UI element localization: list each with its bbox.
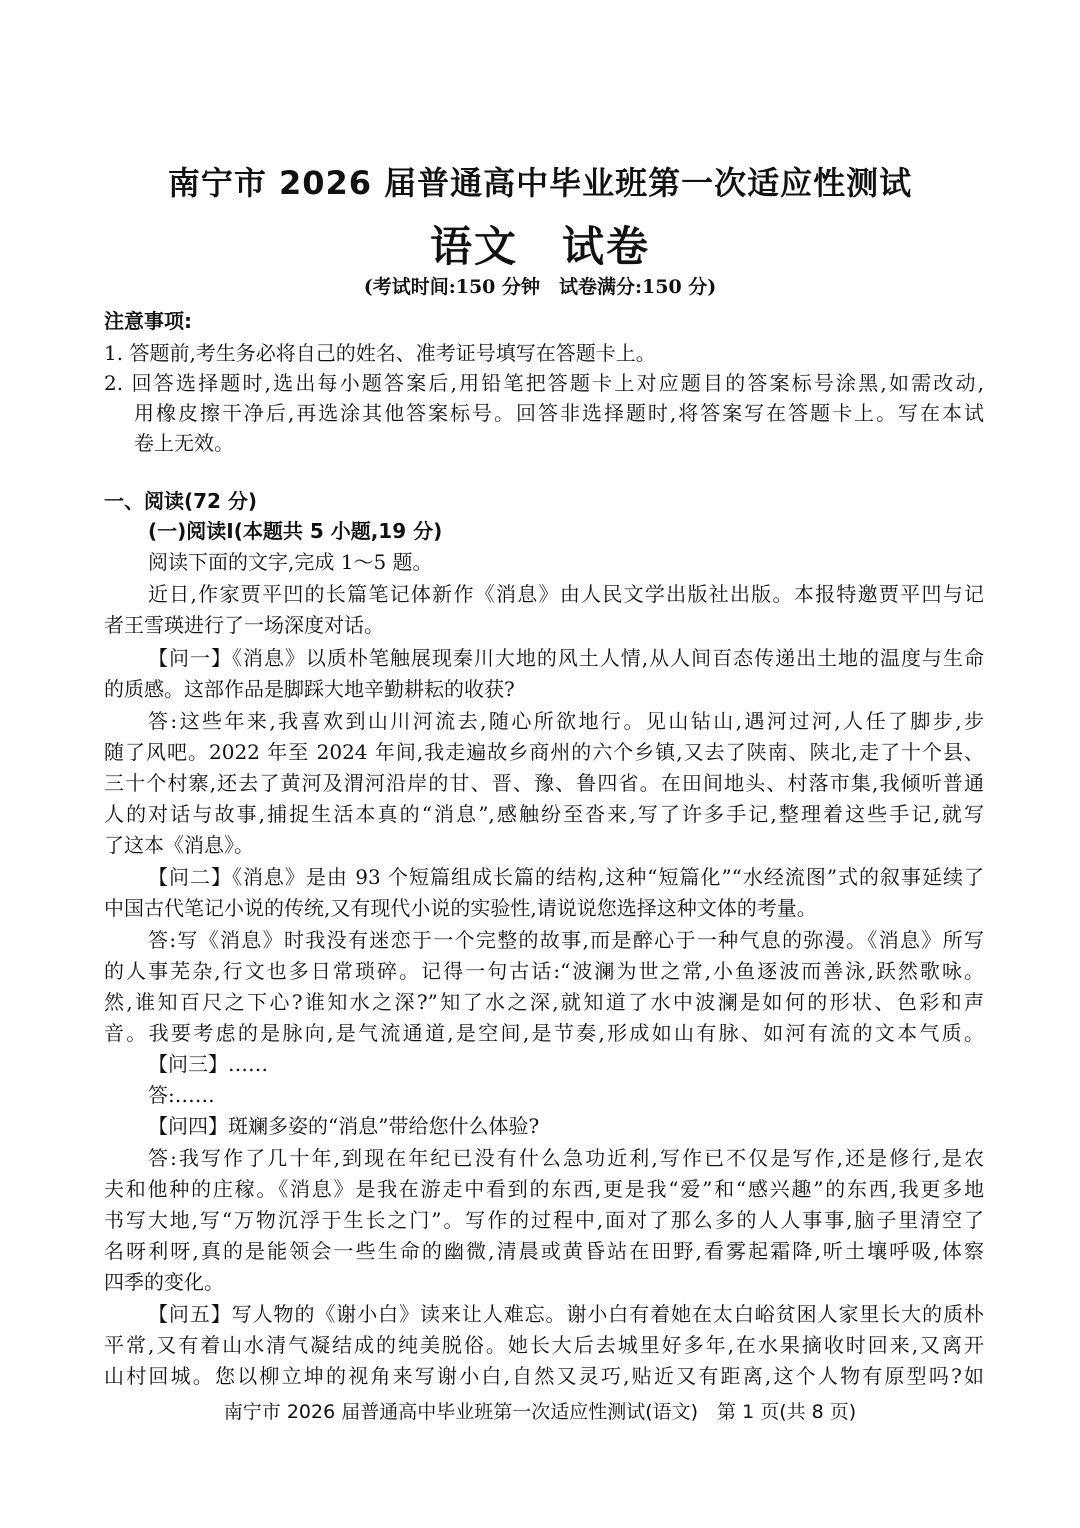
section-heading: 一、阅读(72 分) — [104, 489, 258, 513]
question-1-line-1: 【问一】《消息》以质朴笔触展现秦川大地的风土人情,从人间百态传递出土地的温度与生命 — [148, 646, 984, 670]
answer-2-line-2: 的人事芜杂,行文也多日常琐碎。记得一句古话:“波澜为世之常,小鱼逐波而善泳,跃然歌咏。 — [104, 959, 984, 983]
answer-1-line-3: 三十个村寨,还去了黄河及渭河沿岸的甘、晋、豫、鲁四省。在田间地头、村落市集,我倾听普通 — [104, 771, 984, 795]
question-2-line-1: 【问二】《消息》是由 93 个短篇组成长篇的结构,这种“短篇化”“水经流图”式的叙事延续了 — [148, 865, 984, 889]
instruction: 阅读下面的文字,完成 1～5 题。 — [148, 550, 433, 574]
answer-3: 答:…… — [148, 1083, 215, 1107]
notes-item-2-line-2: 用橡皮擦干净后,再选涂其他答案标号。回答非选择题时,将答案写在答题卡上。写在本试 — [134, 401, 984, 425]
question-5-line-3: 山村回城。您以柳立坤的视角来写谢小白,自然又灵巧,贴近又有距离,这个人物有原型吗?如 — [104, 1364, 984, 1388]
question-4: 【问四】斑斓多姿的“消息”带给您什么体验? — [148, 1114, 540, 1138]
answer-1-line-2: 随了风吧。2022 年至 2024 年间,我走遍故乡商州的六个乡镇,又去了陕南、陕北,走了十个县、 — [104, 740, 984, 764]
answer-4-line-3: 书写大地,写“万物沉浮于生长之门”。写作的过程中,面对了那么多的人人事事,脑子里清空了 — [104, 1208, 984, 1232]
answer-4-line-2: 夫和他种的庄稼。《消息》是我在游走中看到的东西,更是我“爱”和“感兴趣”的东西,我更多地 — [104, 1177, 984, 1201]
answer-4-line-5: 四季的变化。 — [104, 1270, 224, 1294]
answer-4-line-4: 名呀利呀,真的是能领会一些生命的幽微,清晨或黄昏站在田野,看雾起霜降,听土壤呼吸,体察 — [104, 1239, 984, 1263]
answer-1-line-4: 人的对话与故事,捕捉生活本真的“消息”,感触纷至沓来,写了许多手记,整理着这些手记,就写 — [104, 802, 984, 826]
question-1-line-2: 的质感。这部作品是脚踩大地辛勤耕耘的收获? — [104, 677, 515, 701]
notes-item-2-line-3: 卷上无效。 — [134, 431, 234, 455]
notes-heading: 注意事项: — [104, 309, 192, 333]
intro-line-2: 者王雪瑛进行了一场深度对话。 — [104, 613, 384, 637]
answer-1-line-1: 答:这些年来,我喜欢到山川河流去,随心所欲地行。见山钻山,遇河过河,人任了脚步,步 — [148, 709, 984, 733]
question-5-line-2: 平常,又有着山水清气凝结成的纯美脱俗。她长大后去城里好多年,在水果摘收时回来,又离开 — [104, 1333, 984, 1357]
exam-title: 南宁市 2026 届普通高中毕业班第一次适应性测试 — [167, 164, 913, 202]
answer-4-line-1: 答:我写作了几十年,到现在年纪已没有什么急功近利,写作已不仅是写作,还是修行,是农 — [148, 1146, 984, 1170]
question-2-line-2: 中国古代笔记小说的传统,又有现代小说的实验性,请说说您选择这种文体的考量。 — [104, 896, 817, 920]
answer-2-line-4: 音。我要考虑的是脉向,是气流通道,是空间,是节奏,形成如山有脉、如河有流的文本气质。 — [104, 1021, 984, 1045]
answer-1-line-5: 了这本《消息》。 — [104, 833, 254, 857]
question-3: 【问三】…… — [148, 1052, 268, 1076]
answer-2-line-3: 然,谁知百尺之下心?谁知水之深?”知了水之深,就知道了水中波澜是如何的形状、色彩和声 — [104, 990, 984, 1014]
notes-item-1: 1. 答题前,考生务必将自己的姓名、准考证号填写在答题卡上。 — [104, 341, 656, 365]
question-5-line-1: 【问五】写人物的《谢小白》读来让人难忘。谢小白有着她在太白峪贫困人家里长大的质朴 — [148, 1302, 984, 1326]
exam-info: (考试时间:150 分钟 试卷满分:150 分) — [363, 276, 717, 298]
paper-title: 语文 试卷 — [429, 222, 650, 271]
sub-section-heading: (一)阅读Ⅰ(本题共 5 小题,19 分) — [148, 519, 443, 543]
answer-2-line-1: 答:写《消息》时我没有迷恋于一个完整的故事,而是醉心于一种气息的弥漫。《消息》所写 — [148, 928, 984, 952]
notes-item-2-line-1: 2. 回答选择题时,选出每小题答案后,用铅笔把答题卡上对应题目的答案标号涂黑,如需改动, — [104, 371, 984, 395]
intro-line-1: 近日,作家贾平凹的长篇笔记体新作《消息》由人民文学出版社出版。本报特邀贾平凹与记 — [148, 582, 984, 606]
page-footer: 南宁市 2026 届普通高中毕业班第一次适应性测试(语文) 第 1 页(共 8 页) — [223, 1401, 857, 1423]
